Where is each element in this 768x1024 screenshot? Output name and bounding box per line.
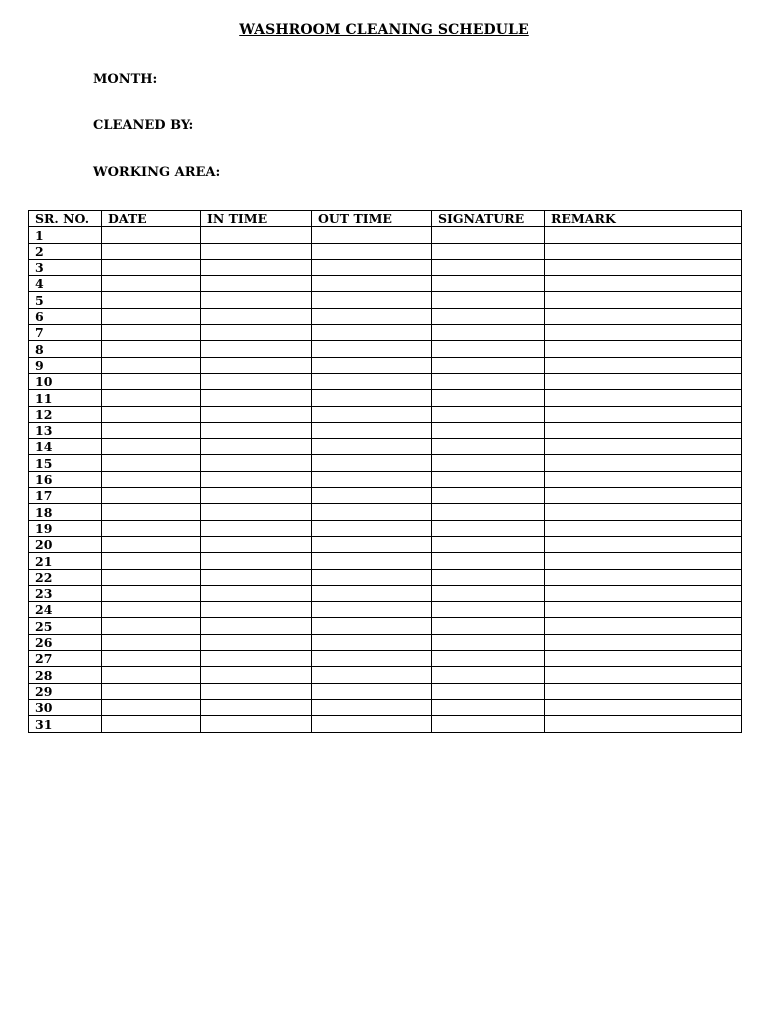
out-time-cell[interactable] (312, 406, 432, 422)
page-title: WASHROOM CLEANING SCHEDULE (239, 22, 529, 38)
in-time-cell[interactable] (201, 243, 312, 259)
remark-cell[interactable] (545, 536, 742, 552)
sr-no-cell: 26 (29, 634, 102, 650)
table-row (29, 325, 742, 341)
out-time-cell[interactable] (312, 341, 432, 357)
out-time-cell[interactable] (312, 455, 432, 471)
date-cell[interactable] (102, 357, 201, 373)
out-time-cell[interactable] (312, 618, 432, 634)
sr-no-cell: 23 (29, 585, 102, 601)
date-cell[interactable] (102, 520, 201, 536)
cleaned-by-label: CLEANED BY: (93, 118, 194, 133)
signature-cell[interactable] (432, 243, 545, 259)
signature-cell[interactable] (432, 634, 545, 650)
in-time-cell[interactable] (201, 292, 312, 308)
in-time-cell[interactable] (201, 259, 312, 275)
table-row (29, 227, 742, 243)
in-time-cell[interactable] (201, 325, 312, 341)
date-cell[interactable] (102, 325, 201, 341)
in-time-cell[interactable] (201, 683, 312, 699)
date-cell[interactable] (102, 699, 201, 715)
table-row (29, 488, 742, 504)
sr-no-cell: 31 (29, 716, 102, 732)
in-time-cell[interactable] (201, 308, 312, 324)
remark-cell[interactable] (545, 422, 742, 438)
date-cell[interactable] (102, 292, 201, 308)
out-time-cell[interactable] (312, 227, 432, 243)
in-time-cell[interactable] (201, 667, 312, 683)
date-cell[interactable] (102, 455, 201, 471)
table-row (29, 373, 742, 389)
remark-cell[interactable] (545, 651, 742, 667)
sr-no-cell: 19 (29, 520, 102, 536)
header-row (29, 211, 742, 227)
table-row (29, 390, 742, 406)
out-time-cell[interactable] (312, 667, 432, 683)
sr-no-cell: 28 (29, 667, 102, 683)
in-time-cell[interactable] (201, 341, 312, 357)
remark-cell[interactable] (545, 406, 742, 422)
date-cell[interactable] (102, 553, 201, 569)
in-time-cell[interactable] (201, 716, 312, 732)
date-cell[interactable] (102, 651, 201, 667)
out-time-cell[interactable] (312, 585, 432, 601)
remark-cell[interactable] (545, 699, 742, 715)
signature-cell[interactable] (432, 259, 545, 275)
signature-cell[interactable] (432, 683, 545, 699)
in-time-cell[interactable] (201, 536, 312, 552)
signature-cell[interactable] (432, 390, 545, 406)
table-row (29, 683, 742, 699)
in-time-cell[interactable] (201, 471, 312, 487)
date-cell[interactable] (102, 569, 201, 585)
table-row (29, 455, 742, 471)
signature-cell[interactable] (432, 536, 545, 552)
date-cell[interactable] (102, 488, 201, 504)
sr-no-cell: 24 (29, 602, 102, 618)
date-cell[interactable] (102, 390, 201, 406)
table-row (29, 471, 742, 487)
table-row (29, 422, 742, 438)
signature-cell[interactable] (432, 716, 545, 732)
remark-cell[interactable] (545, 667, 742, 683)
remark-cell[interactable] (545, 292, 742, 308)
table-row (29, 651, 742, 667)
out-time-cell[interactable] (312, 634, 432, 650)
signature-cell[interactable] (432, 585, 545, 601)
signature-cell[interactable] (432, 357, 545, 373)
out-time-cell[interactable] (312, 504, 432, 520)
sr-no-cell: 18 (29, 504, 102, 520)
in-time-cell[interactable] (201, 634, 312, 650)
in-time-cell[interactable] (201, 699, 312, 715)
signature-cell[interactable] (432, 422, 545, 438)
date-cell[interactable] (102, 259, 201, 275)
header-signature: SIGNATURE (432, 211, 545, 227)
date-cell[interactable] (102, 618, 201, 634)
signature-cell[interactable] (432, 504, 545, 520)
signature-cell[interactable] (432, 341, 545, 357)
table-row (29, 341, 742, 357)
date-cell[interactable] (102, 602, 201, 618)
table-row (29, 602, 742, 618)
date-cell[interactable] (102, 716, 201, 732)
date-cell[interactable] (102, 439, 201, 455)
working-area-label: WORKING AREA: (93, 165, 221, 180)
in-time-cell[interactable] (201, 276, 312, 292)
remark-cell[interactable] (545, 618, 742, 634)
sr-no-cell: 29 (29, 683, 102, 699)
sr-no-cell: 27 (29, 651, 102, 667)
table-row (29, 536, 742, 552)
signature-cell[interactable] (432, 439, 545, 455)
signature-cell[interactable] (432, 308, 545, 324)
out-time-cell[interactable] (312, 373, 432, 389)
sr-no-cell: 8 (29, 341, 102, 357)
sr-no-cell: 14 (29, 439, 102, 455)
signature-cell[interactable] (432, 569, 545, 585)
table-row (29, 259, 742, 275)
date-cell[interactable] (102, 308, 201, 324)
signature-cell[interactable] (432, 227, 545, 243)
sr-no-cell: 30 (29, 699, 102, 715)
header-remark: REMARK (545, 211, 742, 227)
in-time-cell[interactable] (201, 455, 312, 471)
remark-cell[interactable] (545, 585, 742, 601)
remark-cell[interactable] (545, 716, 742, 732)
header-in-time: IN TIME (201, 211, 312, 227)
date-cell[interactable] (102, 667, 201, 683)
date-cell[interactable] (102, 471, 201, 487)
remark-cell[interactable] (545, 504, 742, 520)
remark-cell[interactable] (545, 488, 742, 504)
sr-no-cell: 10 (29, 373, 102, 389)
remark-cell[interactable] (545, 683, 742, 699)
signature-cell[interactable] (432, 667, 545, 683)
sr-no-cell: 2 (29, 243, 102, 259)
remark-cell[interactable] (545, 259, 742, 275)
in-time-cell[interactable] (201, 227, 312, 243)
sr-no-cell: 21 (29, 553, 102, 569)
in-time-cell[interactable] (201, 553, 312, 569)
date-cell[interactable] (102, 504, 201, 520)
table-row (29, 553, 742, 569)
date-cell[interactable] (102, 634, 201, 650)
table-row (29, 634, 742, 650)
in-time-cell[interactable] (201, 357, 312, 373)
remark-cell[interactable] (545, 357, 742, 373)
signature-cell[interactable] (432, 455, 545, 471)
out-time-cell[interactable] (312, 602, 432, 618)
out-time-cell[interactable] (312, 488, 432, 504)
signature-cell[interactable] (432, 325, 545, 341)
date-cell[interactable] (102, 422, 201, 438)
sr-no-cell: 15 (29, 455, 102, 471)
in-time-cell[interactable] (201, 520, 312, 536)
remark-cell[interactable] (545, 602, 742, 618)
in-time-cell[interactable] (201, 504, 312, 520)
cleaning-schedule-table (28, 210, 742, 733)
header-sr-no: SR. NO. (29, 211, 102, 227)
sr-no-cell: 22 (29, 569, 102, 585)
table-row (29, 308, 742, 324)
remark-cell[interactable] (545, 276, 742, 292)
date-cell[interactable] (102, 276, 201, 292)
remark-cell[interactable] (545, 373, 742, 389)
in-time-cell[interactable] (201, 390, 312, 406)
signature-cell[interactable] (432, 699, 545, 715)
sr-no-cell: 25 (29, 618, 102, 634)
date-cell[interactable] (102, 683, 201, 699)
in-time-cell[interactable] (201, 422, 312, 438)
table-row (29, 699, 742, 715)
header-date: DATE (102, 211, 201, 227)
table-row (29, 243, 742, 259)
in-time-cell[interactable] (201, 602, 312, 618)
signature-cell[interactable] (432, 373, 545, 389)
in-time-cell[interactable] (201, 373, 312, 389)
out-time-cell[interactable] (312, 292, 432, 308)
date-cell[interactable] (102, 536, 201, 552)
date-cell[interactable] (102, 227, 201, 243)
signature-cell[interactable] (432, 602, 545, 618)
signature-cell[interactable] (432, 406, 545, 422)
table-row (29, 439, 742, 455)
remark-cell[interactable] (545, 634, 742, 650)
table-row (29, 618, 742, 634)
in-time-cell[interactable] (201, 439, 312, 455)
in-time-cell[interactable] (201, 618, 312, 634)
out-time-cell[interactable] (312, 390, 432, 406)
month-label: MONTH: (93, 72, 158, 87)
signature-cell[interactable] (432, 471, 545, 487)
remark-cell[interactable] (545, 325, 742, 341)
date-cell[interactable] (102, 373, 201, 389)
signature-cell[interactable] (432, 488, 545, 504)
remark-cell[interactable] (545, 520, 742, 536)
sr-no-cell: 9 (29, 357, 102, 373)
sr-no-cell: 20 (29, 536, 102, 552)
date-cell[interactable] (102, 406, 201, 422)
remark-cell[interactable] (545, 471, 742, 487)
out-time-cell[interactable] (312, 276, 432, 292)
sr-no-cell: 4 (29, 276, 102, 292)
table-row (29, 569, 742, 585)
signature-cell[interactable] (432, 276, 545, 292)
in-time-cell[interactable] (201, 585, 312, 601)
remark-cell[interactable] (545, 308, 742, 324)
in-time-cell[interactable] (201, 651, 312, 667)
signature-cell[interactable] (432, 292, 545, 308)
sr-no-cell: 6 (29, 308, 102, 324)
remark-cell[interactable] (545, 243, 742, 259)
sr-no-cell: 11 (29, 390, 102, 406)
out-time-cell[interactable] (312, 471, 432, 487)
out-time-cell[interactable] (312, 325, 432, 341)
out-time-cell[interactable] (312, 683, 432, 699)
sr-no-cell: 13 (29, 422, 102, 438)
remark-cell[interactable] (545, 569, 742, 585)
in-time-cell[interactable] (201, 406, 312, 422)
sr-no-cell: 16 (29, 471, 102, 487)
table-row (29, 520, 742, 536)
table-row (29, 667, 742, 683)
out-time-cell[interactable] (312, 259, 432, 275)
table-row (29, 585, 742, 601)
out-time-cell[interactable] (312, 569, 432, 585)
out-time-cell[interactable] (312, 699, 432, 715)
table-row (29, 276, 742, 292)
sr-no-cell: 17 (29, 488, 102, 504)
signature-cell[interactable] (432, 553, 545, 569)
remark-cell[interactable] (545, 227, 742, 243)
out-time-cell[interactable] (312, 651, 432, 667)
signature-cell[interactable] (432, 618, 545, 634)
sr-no-cell: 1 (29, 227, 102, 243)
remark-cell[interactable] (545, 553, 742, 569)
signature-cell[interactable] (432, 651, 545, 667)
table-row (29, 504, 742, 520)
out-time-cell[interactable] (312, 520, 432, 536)
table-body (29, 227, 742, 732)
out-time-cell[interactable] (312, 716, 432, 732)
in-time-cell[interactable] (201, 488, 312, 504)
remark-cell[interactable] (545, 341, 742, 357)
date-cell[interactable] (102, 341, 201, 357)
sr-no-cell: 7 (29, 325, 102, 341)
header-out-time: OUT TIME (312, 211, 432, 227)
out-time-cell[interactable] (312, 308, 432, 324)
out-time-cell[interactable] (312, 553, 432, 569)
date-cell[interactable] (102, 585, 201, 601)
in-time-cell[interactable] (201, 569, 312, 585)
out-time-cell[interactable] (312, 357, 432, 373)
table-row (29, 716, 742, 732)
table-row (29, 292, 742, 308)
remark-cell[interactable] (545, 455, 742, 471)
out-time-cell[interactable] (312, 243, 432, 259)
out-time-cell[interactable] (312, 536, 432, 552)
sr-no-cell: 5 (29, 292, 102, 308)
remark-cell[interactable] (545, 390, 742, 406)
signature-cell[interactable] (432, 520, 545, 536)
out-time-cell[interactable] (312, 439, 432, 455)
remark-cell[interactable] (545, 439, 742, 455)
table-header (29, 211, 742, 227)
date-cell[interactable] (102, 243, 201, 259)
sr-no-cell: 3 (29, 259, 102, 275)
sr-no-cell: 12 (29, 406, 102, 422)
out-time-cell[interactable] (312, 422, 432, 438)
table-row (29, 357, 742, 373)
table-row (29, 406, 742, 422)
